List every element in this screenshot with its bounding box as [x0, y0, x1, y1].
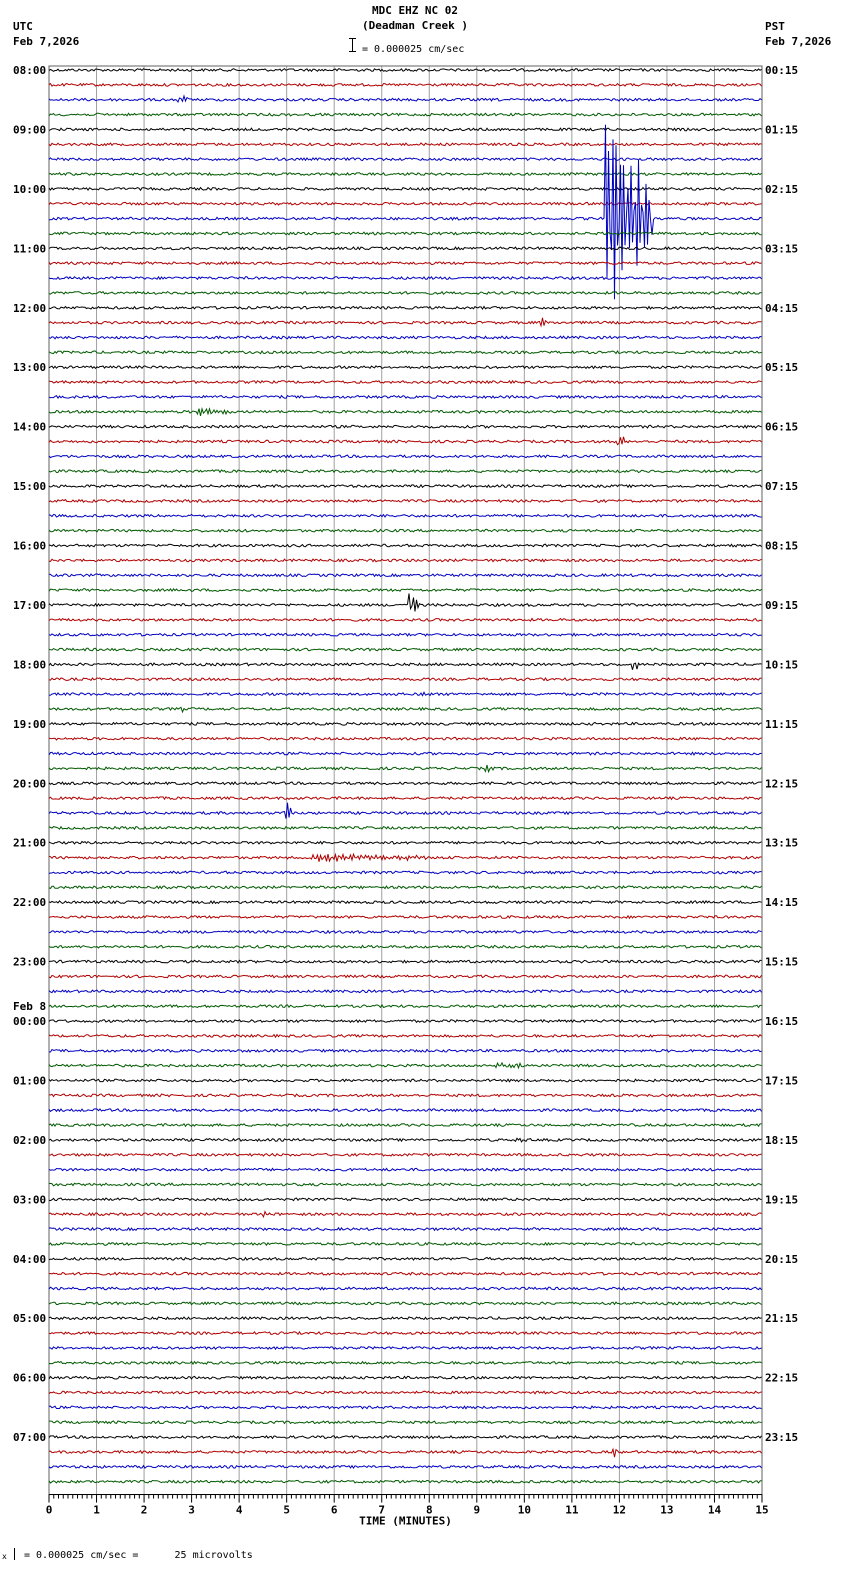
left-hour-label: 18:00 [13, 658, 47, 672]
trace-line [49, 594, 762, 612]
trace-line [49, 574, 762, 577]
trace-line [49, 470, 762, 473]
right-hour-label: 18:15 [765, 1133, 799, 1147]
trace-line [49, 916, 762, 919]
trace-line [49, 173, 762, 176]
trace-line [49, 960, 762, 963]
footer-mark: x [2, 1552, 7, 1561]
right-hour-label: 01:15 [765, 123, 799, 137]
x-tick-label: 15 [755, 1503, 769, 1517]
station-title: MDC EHZ NC 02 [371, 4, 459, 17]
trace-line [49, 1421, 762, 1424]
trace-line [49, 1138, 762, 1142]
trace-line [49, 381, 762, 384]
left-hour-label: 11:00 [13, 242, 47, 256]
right-hour-label: 11:15 [765, 717, 799, 731]
trace-line [49, 277, 762, 280]
footer-scale-note: = 0.000025 cm/sec = 25 microvolts [24, 1550, 253, 1561]
trace-line [49, 1063, 762, 1068]
trace-line [49, 1436, 762, 1439]
x-tick-label: 1 [93, 1503, 100, 1517]
left-hour-label: 07:00 [13, 1431, 47, 1445]
left-hour-label: 08:00 [13, 64, 47, 77]
trace-line [49, 307, 762, 310]
trace-line [49, 1154, 762, 1157]
x-tick-label: 8 [425, 1503, 433, 1517]
trace-line [49, 500, 762, 503]
trace-line [49, 1094, 762, 1097]
site-name: (Deadman Creek ) [362, 19, 468, 32]
trace-line [49, 1183, 762, 1186]
right-hour-label: 00:15 [765, 64, 799, 77]
right-hour-label: 12:15 [765, 777, 799, 791]
right-hour-label: 05:15 [765, 361, 799, 375]
trace-line [49, 990, 762, 993]
trace-line [49, 1035, 762, 1038]
right-hour-label: 16:15 [765, 1015, 799, 1029]
trace-line [49, 437, 762, 445]
trace-line [49, 1212, 762, 1217]
trace-line [49, 678, 762, 681]
trace-line [49, 409, 762, 416]
x-tick-label: 3 [188, 1503, 195, 1517]
trace-line [49, 1228, 762, 1231]
trace-line [49, 648, 762, 651]
left-hour-label: 01:00 [13, 1074, 47, 1088]
trace-line [49, 1449, 762, 1457]
right-hour-label: 21:15 [765, 1312, 799, 1326]
right-hour-label: 19:15 [765, 1193, 799, 1207]
right-hour-label: 15:15 [765, 955, 799, 969]
left-hour-label: 14:00 [13, 420, 47, 434]
left-hour-label: 21:00 [13, 836, 47, 850]
trace-line [49, 559, 762, 562]
x-tick-label: 9 [473, 1503, 481, 1517]
trace-line [49, 871, 762, 874]
trace-line [49, 1020, 762, 1023]
trace-line [49, 515, 762, 518]
right-hour-label: 10:15 [765, 658, 799, 672]
x-tick-label: 11 [565, 1503, 579, 1517]
trace-line [49, 425, 762, 428]
trace-group [49, 69, 762, 1483]
trace-line [49, 113, 762, 116]
x-tick-label: 10 [517, 1503, 531, 1517]
trace-line [49, 1198, 762, 1201]
trace-line [49, 1347, 762, 1350]
x-tick-label: 6 [330, 1503, 338, 1517]
trace-line [49, 318, 762, 326]
trace-line [49, 544, 762, 547]
right-hour-label: 17:15 [765, 1074, 799, 1088]
right-hour-label: 06:15 [765, 420, 799, 434]
trace-line [49, 619, 762, 622]
right-hour-label: 22:15 [765, 1371, 799, 1385]
trace-line [49, 945, 762, 948]
trace-line [49, 723, 762, 726]
right-hour-label: 02:15 [765, 182, 799, 196]
trace-line [49, 1302, 762, 1305]
left-hour-label: 04:00 [13, 1252, 47, 1266]
trace-line [49, 1466, 762, 1469]
trace-line [49, 1124, 762, 1127]
trace-line [49, 692, 762, 695]
trace-line [49, 143, 762, 146]
x-tick-label: 7 [378, 1503, 386, 1517]
left-hour-label: 10:00 [13, 182, 47, 196]
trace-line [49, 854, 762, 862]
trace-line [49, 96, 762, 102]
trace-line [49, 737, 762, 740]
right-hour-label: 04:15 [765, 301, 799, 315]
right-hour-label: 08:15 [765, 539, 799, 553]
left-hour-label: 19:00 [13, 717, 47, 731]
trace-line [49, 1480, 762, 1483]
trace-line [49, 752, 762, 755]
trace-line [49, 633, 762, 636]
left-hour-label: 20:00 [13, 777, 47, 791]
trace-line [49, 336, 762, 339]
trace-line [49, 827, 762, 830]
right-hour-label: 14:15 [765, 896, 799, 910]
trace-line [49, 188, 762, 191]
trace-line [49, 247, 762, 250]
trace-line [49, 1391, 762, 1394]
left-timezone: UTC [13, 20, 33, 33]
trace-line [49, 128, 762, 131]
footer-scale-icon [14, 1548, 15, 1560]
trace-line [49, 1376, 762, 1379]
left-hour-label: 05:00 [13, 1312, 47, 1326]
left-hour-label: 22:00 [13, 896, 47, 910]
left-hour-label: 15:00 [13, 480, 47, 494]
trace-line [49, 485, 762, 488]
left-hour-label: 13:00 [13, 361, 47, 375]
time-axis [46, 1495, 769, 1528]
x-tick-label: 2 [140, 1503, 148, 1517]
left-date: Feb 7,2026 [13, 35, 80, 48]
trace-line [49, 1258, 762, 1261]
trace-line [49, 69, 762, 72]
trace-line [49, 262, 762, 265]
x-tick-label: 13 [660, 1503, 674, 1517]
trace-line [49, 1317, 762, 1320]
right-timezone: PST [765, 20, 785, 33]
trace-line [49, 1243, 762, 1246]
x-tick-label: 12 [612, 1503, 627, 1517]
trace-line [49, 707, 762, 712]
trace-line [49, 396, 762, 399]
trace-line [49, 125, 762, 300]
left-hour-label: 17:00 [13, 598, 47, 612]
trace-line [49, 931, 762, 934]
left-hour-label: 09:00 [13, 123, 47, 137]
trace-line [49, 589, 762, 592]
trace-line [49, 1272, 762, 1275]
trace-line [49, 1050, 762, 1053]
trace-line [49, 1079, 762, 1082]
trace-line [49, 202, 762, 205]
trace-line [49, 158, 762, 161]
trace-line [49, 1287, 762, 1290]
grid-lines [49, 66, 762, 1495]
left-hour-label: 12:00 [13, 301, 47, 315]
trace-line [49, 292, 762, 295]
trace-line [49, 232, 762, 235]
left-hour-label: 00:00 [13, 1015, 47, 1029]
trace-line [49, 803, 762, 819]
trace-line [49, 529, 762, 532]
trace-line [49, 1332, 762, 1335]
date-change-label: Feb 8 [13, 1000, 47, 1014]
left-hour-label: 06:00 [13, 1371, 47, 1385]
trace-line [49, 84, 762, 87]
trace-line [49, 765, 762, 772]
right-hour-label: 20:15 [765, 1252, 799, 1266]
trace-line [49, 841, 762, 844]
left-hour-label: 02:00 [13, 1133, 47, 1147]
trace-line [49, 1362, 762, 1365]
trace-line [49, 1406, 762, 1409]
trace-line [49, 1168, 762, 1171]
right-hour-label: 03:15 [765, 242, 799, 256]
plot-frame [49, 66, 762, 1495]
trace-line [49, 1005, 762, 1008]
trace-line [49, 886, 762, 889]
left-hour-label: 03:00 [13, 1193, 47, 1207]
trace-line [49, 975, 762, 978]
trace-line [49, 901, 762, 904]
trace-line [49, 351, 762, 354]
left-hour-label: 16:00 [13, 539, 47, 553]
trace-line [49, 797, 762, 800]
right-hour-label: 13:15 [765, 836, 799, 850]
left-hour-label: 23:00 [13, 955, 47, 969]
trace-line [49, 1109, 762, 1112]
trace-line [49, 366, 762, 369]
right-hour-label: 23:15 [765, 1431, 799, 1445]
x-tick-label: 5 [283, 1503, 290, 1517]
x-tick-label: 0 [45, 1503, 53, 1517]
trace-line [49, 663, 762, 670]
x-tick-label: 14 [707, 1503, 722, 1517]
x-axis-title: TIME (MINUTES) [359, 1514, 452, 1528]
right-date: Feb 7,2026 [765, 35, 832, 48]
trace-line [49, 455, 762, 458]
scale-label: = 0.000025 cm/sec [362, 44, 465, 55]
right-hour-label: 09:15 [765, 598, 799, 612]
trace-line [49, 782, 762, 785]
right-hour-label: 07:15 [765, 480, 799, 494]
x-tick-label: 4 [235, 1503, 243, 1517]
